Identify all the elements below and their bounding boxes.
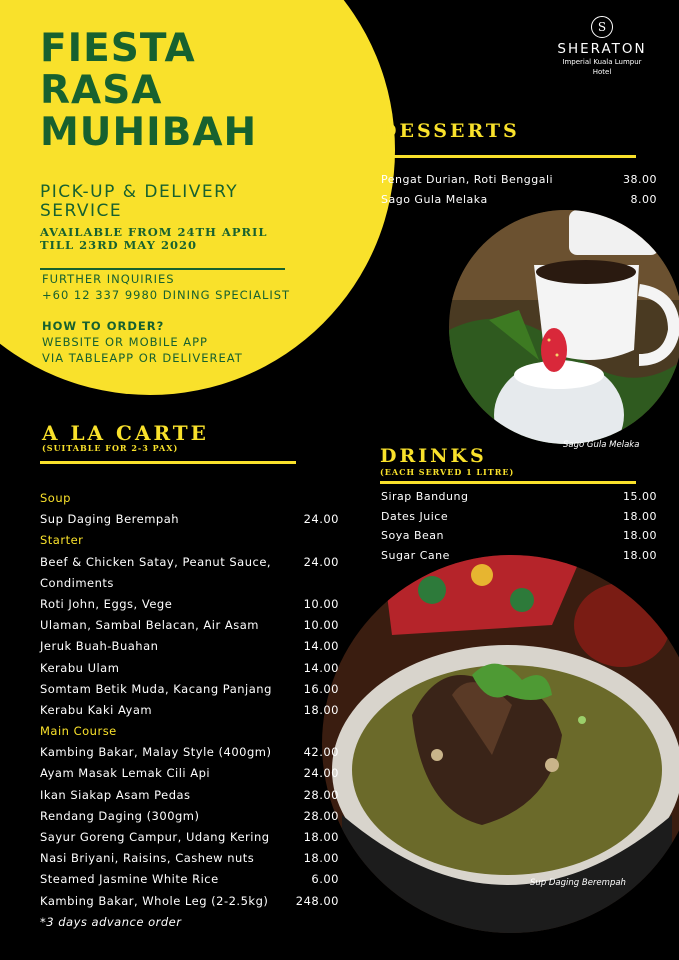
list-item	[40, 742, 339, 763]
item-price: 38.00	[623, 173, 657, 186]
service-line: SERVICE	[40, 201, 123, 221]
item-name: Sago Gula Melaka	[381, 192, 488, 206]
dessert-illustration	[449, 210, 679, 444]
list-item	[40, 679, 339, 700]
item-price: 24.00	[303, 554, 339, 569]
title-line: FIESTA	[40, 26, 196, 71]
item-price: 14.00	[303, 639, 339, 654]
item-name: Ayam Masak Lemak Cili Api	[40, 766, 211, 781]
inquiries-label: FURTHER INQUIRIES	[42, 272, 175, 286]
item-name: Sirap Bandung	[381, 490, 469, 503]
logo-name: SHERATON	[557, 41, 647, 57]
item-price: 18.00	[303, 830, 339, 844]
list-item	[40, 658, 339, 679]
item-price: 18.00	[303, 702, 339, 717]
list-item	[40, 869, 339, 890]
list-item	[40, 848, 339, 869]
item-name: Kerabu Ulam	[40, 660, 120, 675]
item-price: 16.00	[303, 681, 339, 696]
item-name: Ikan Siakap Asam Pedas	[40, 787, 191, 802]
list-item	[381, 190, 657, 210]
availability-dates	[40, 226, 268, 252]
item-name: Nasi Briyani, Raisins, Cashew nuts	[40, 851, 255, 866]
drinks-rule	[380, 481, 636, 484]
list-item	[40, 594, 339, 615]
dessert-photo-caption: Sago Gula Melaka	[563, 440, 640, 450]
sheraton-logo	[553, 16, 651, 77]
item-price: 14.00	[303, 660, 339, 675]
category-soup	[40, 488, 339, 509]
dessert-photo	[449, 210, 679, 444]
list-item	[40, 785, 339, 806]
category-main-course	[40, 721, 339, 742]
order-block	[42, 318, 243, 366]
item-name: Soya Bean	[381, 529, 444, 542]
item-name: Steamed Jasmine White Rice	[40, 872, 219, 887]
inquiries-contact[interactable]: +60 12 337 9980 DINING SPECIALIST	[42, 288, 291, 302]
list-item	[381, 170, 657, 190]
service-line: PICK-UP & DELIVERY	[40, 182, 239, 202]
item-name: Sup Daging Berempah	[40, 512, 180, 527]
service-heading	[40, 183, 238, 221]
a-la-carte-subtitle: (SUITABLE FOR 2-3 PAX)	[42, 443, 179, 453]
availability-line: AVAILABLE FROM 24TH APRIL	[40, 225, 268, 239]
list-item	[40, 509, 339, 530]
list-item	[40, 763, 339, 784]
soup-photo-caption: Sup Daging Berempah	[530, 878, 626, 888]
category-label: Main Course	[40, 724, 117, 739]
item-name: Sugar Cane	[381, 548, 450, 562]
item-price: 42.00	[303, 745, 339, 760]
item-name: Kambing Bakar, Malay Style (400gm)	[40, 745, 272, 760]
item-price: 10.00	[303, 596, 339, 611]
item-price: 24.00	[303, 766, 339, 781]
item-price: 248.00	[295, 893, 339, 908]
list-item	[40, 827, 339, 848]
item-price: 24.00	[303, 512, 339, 527]
category-label: Starter	[40, 533, 84, 548]
order-line: WEBSITE OR MOBILE APP	[42, 335, 208, 349]
divider	[40, 268, 285, 270]
sheraton-emblem-icon: S	[591, 16, 613, 38]
item-price: 18.00	[623, 548, 657, 562]
item-name: Beef & Chicken Satay, Peanut Sauce,	[40, 554, 272, 569]
list-item	[40, 806, 339, 827]
list-item	[381, 526, 657, 546]
availability-line: TILL 23RD MAY 2020	[40, 238, 197, 252]
advance-order-note	[40, 912, 339, 933]
list-item	[40, 891, 339, 912]
item-name: Pengat Durian, Roti Benggali	[381, 173, 554, 186]
list-item	[40, 552, 339, 573]
item-price: 18.00	[303, 851, 339, 866]
item-name: Roti John, Eggs, Vege	[40, 596, 173, 611]
a-la-carte-rule	[40, 461, 296, 464]
category-label: Soup	[40, 491, 71, 505]
title-line: RASA	[40, 68, 163, 113]
list-item-continuation	[40, 573, 339, 594]
soup-illustration	[322, 555, 679, 933]
item-name: Ulaman, Sambal Belacan, Air Asam	[40, 618, 259, 633]
item-name: Sayur Goreng Campur, Udang Kering	[40, 830, 270, 844]
item-name: Somtam Betik Muda, Kacang Panjang	[40, 681, 272, 696]
drinks-subtitle: (EACH SERVED 1 LITRE)	[380, 467, 515, 477]
item-price: 18.00	[623, 509, 657, 523]
a-la-carte-list	[40, 488, 339, 933]
order-heading: HOW TO ORDER?	[42, 319, 165, 333]
logo-subtitle: Imperial Kuala Lumpur Hotel	[562, 58, 642, 76]
item-name: Kerabu Kaki Ayam	[40, 702, 153, 717]
drinks-heading: DRINKS	[380, 445, 487, 467]
item-name: Condiments	[40, 575, 114, 590]
item-price: 10.00	[303, 618, 339, 633]
desserts-rule	[380, 155, 636, 158]
page-title	[40, 28, 257, 154]
item-price: 8.00	[630, 192, 657, 206]
drinks-list	[381, 487, 657, 565]
item-name: Dates Juice	[381, 509, 449, 523]
a-la-carte-heading: A LA CARTE	[42, 421, 209, 445]
inquiries-block	[42, 271, 290, 303]
item-name: Rendang Daging (300gm)	[40, 808, 200, 823]
list-item	[381, 507, 657, 527]
item-price: 6.00	[311, 872, 339, 887]
title-line: MUHIBAH	[40, 110, 258, 155]
item-price: 15.00	[623, 490, 657, 503]
desserts-heading: DESSERTS	[380, 120, 520, 142]
item-price: 28.00	[303, 808, 339, 823]
list-item	[40, 700, 339, 721]
list-item	[381, 487, 657, 507]
order-line: VIA TABLEAPP OR DELIVEREAT	[42, 351, 243, 365]
item-price: 18.00	[623, 529, 657, 542]
list-item	[40, 636, 339, 657]
note-text: *3 days advance order	[40, 914, 182, 929]
list-item	[40, 615, 339, 636]
item-price: 28.00	[303, 787, 339, 802]
desserts-list	[381, 170, 657, 209]
soup-photo	[322, 555, 679, 933]
item-name: Jeruk Buah-Buahan	[40, 639, 159, 654]
item-name: Kambing Bakar, Whole Leg (2-2.5kg)	[40, 893, 269, 908]
category-starter	[40, 530, 339, 551]
